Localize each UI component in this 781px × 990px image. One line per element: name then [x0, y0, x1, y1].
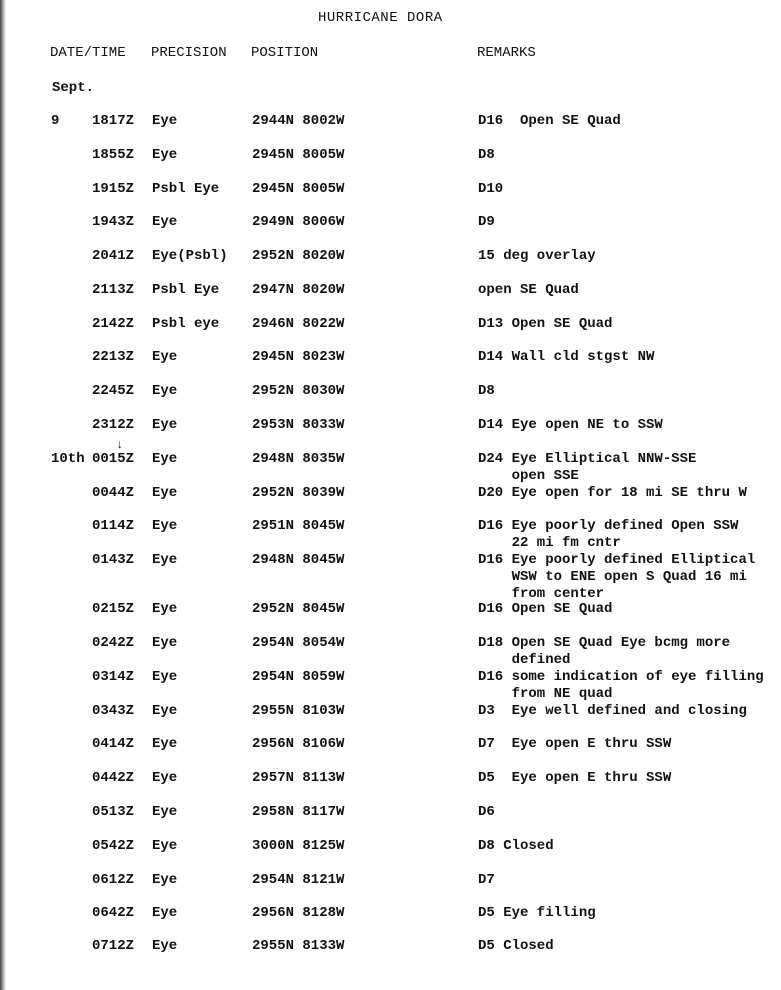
- row-day: 10th: [51, 451, 85, 467]
- row-precision: Psbl eye: [152, 316, 220, 332]
- row-remarks: [478, 838, 554, 855]
- row-position: 2956N 8106W: [252, 736, 345, 752]
- row-precision: Eye: [152, 383, 178, 399]
- row-remarks: [478, 770, 671, 787]
- row-position: 2946N 8022W: [252, 316, 345, 332]
- remarks-line: D7 Eye open E thru SSW: [478, 736, 672, 752]
- row-time: 1817Z: [92, 113, 135, 129]
- handwritten-mark: ↓: [116, 438, 124, 452]
- row-time: 0343Z: [92, 703, 135, 719]
- row-time: 0044Z: [92, 485, 135, 501]
- row-time: 1915Z: [92, 181, 135, 197]
- row-remarks: [478, 601, 612, 618]
- row-position: 3000N 8125W: [252, 838, 345, 854]
- remarks-line: WSW to ENE open S Quad 16 mi: [478, 569, 747, 585]
- row-remarks: [478, 113, 621, 130]
- row-position: 2952N 8039W: [252, 485, 345, 501]
- remarks-line: D24 Eye Elliptical NNW-SSE: [478, 451, 697, 467]
- row-position: 2948N 8045W: [252, 552, 345, 568]
- row-precision: Eye: [152, 147, 178, 163]
- row-precision: Eye: [152, 635, 178, 651]
- row-time: 0414Z: [92, 736, 135, 752]
- row-time: 0215Z: [92, 601, 135, 617]
- row-precision: Eye(Psbl): [152, 248, 228, 264]
- row-precision: Eye: [152, 601, 178, 617]
- row-remarks: [478, 872, 495, 889]
- row-remarks: [478, 383, 495, 400]
- row-time: 0513Z: [92, 804, 135, 820]
- row-remarks: [478, 181, 503, 198]
- row-time: 1943Z: [92, 214, 135, 230]
- remarks-line: 15 deg overlay: [478, 248, 596, 264]
- row-time: 0242Z: [92, 635, 135, 651]
- row-remarks: [478, 669, 764, 703]
- remarks-line: D5 Eye filling: [478, 905, 596, 921]
- row-precision: Eye: [152, 417, 178, 433]
- remarks-line: D20 Eye open for 18 mi SE thru W: [478, 485, 747, 501]
- row-remarks: [478, 552, 755, 603]
- row-precision: Eye: [152, 518, 178, 534]
- row-position: 2953N 8033W: [252, 417, 345, 433]
- remarks-line: D9: [478, 214, 495, 230]
- remarks-line: D16 Open SE Quad: [478, 601, 613, 617]
- remarks-line: open SSE: [478, 468, 579, 484]
- row-time: 0143Z: [92, 552, 135, 568]
- row-time: 2142Z: [92, 316, 135, 332]
- row-precision: Eye: [152, 214, 178, 230]
- remarks-line: open SE Quad: [478, 282, 579, 298]
- row-remarks: [478, 417, 663, 434]
- row-position: 2955N 8133W: [252, 938, 345, 954]
- row-remarks: [478, 938, 554, 955]
- remarks-line: D8 Closed: [478, 838, 554, 854]
- header-remarks: REMARKS: [477, 45, 536, 61]
- remarks-line: D18 Open SE Quad Eye bcmg more: [478, 635, 731, 651]
- row-remarks: [478, 316, 612, 333]
- remarks-line: D6: [478, 804, 495, 820]
- remarks-line: D16 Eye poorly defined Elliptical: [478, 552, 756, 568]
- row-position: 2945N 8005W: [252, 181, 345, 197]
- remarks-line: from NE quad: [478, 686, 613, 702]
- row-precision: Eye: [152, 451, 178, 467]
- row-position: 2954N 8054W: [252, 635, 345, 651]
- row-position: 2944N 8002W: [252, 113, 345, 129]
- row-precision: Eye: [152, 669, 178, 685]
- row-precision: Eye: [152, 804, 178, 820]
- row-time: 0642Z: [92, 905, 135, 921]
- month-label: Sept.: [52, 80, 95, 96]
- remarks-line: from center: [478, 586, 605, 602]
- row-position: 2951N 8045W: [252, 518, 345, 534]
- row-time: 0442Z: [92, 770, 135, 786]
- row-time: 0542Z: [92, 838, 135, 854]
- row-remarks: [478, 518, 738, 552]
- header-position: POSITION: [251, 45, 319, 61]
- remarks-line: 22 mi fm cntr: [478, 535, 621, 551]
- row-time: 2041Z: [92, 248, 135, 264]
- remarks-line: D10: [478, 181, 504, 197]
- row-time: 2113Z: [92, 282, 135, 298]
- row-position: 2952N 8045W: [252, 601, 345, 617]
- row-precision: Eye: [152, 113, 178, 129]
- row-time: 0612Z: [92, 872, 135, 888]
- row-remarks: [478, 349, 654, 366]
- row-time: 2245Z: [92, 383, 135, 399]
- remarks-line: D7: [478, 872, 495, 888]
- remarks-line: D8: [478, 147, 495, 163]
- row-precision: Eye: [152, 838, 178, 854]
- row-position: 2945N 8023W: [252, 349, 345, 365]
- row-precision: Eye: [152, 736, 178, 752]
- row-time: 1855Z: [92, 147, 135, 163]
- row-position: 2955N 8103W: [252, 703, 345, 719]
- row-remarks: [478, 804, 495, 821]
- row-precision: Eye: [152, 485, 178, 501]
- remarks-line: D16 Open SE Quad: [478, 113, 621, 129]
- row-precision: Eye: [152, 872, 178, 888]
- row-remarks: [478, 282, 579, 299]
- remarks-line: D5 Closed: [478, 938, 554, 954]
- row-remarks: [478, 703, 747, 720]
- row-time: 0114Z: [92, 518, 135, 534]
- row-precision: Eye: [152, 938, 178, 954]
- row-position: 2945N 8005W: [252, 147, 345, 163]
- row-time: 0712Z: [92, 938, 135, 954]
- row-precision: Eye: [152, 770, 178, 786]
- row-time: 0015Z: [92, 451, 135, 467]
- row-precision: Eye: [152, 703, 178, 719]
- row-precision: Eye: [152, 349, 178, 365]
- remarks-line: D14 Eye open NE to SSW: [478, 417, 663, 433]
- row-position: 2954N 8121W: [252, 872, 345, 888]
- row-precision: Psbl Eye: [152, 181, 220, 197]
- row-precision: Eye: [152, 905, 178, 921]
- row-remarks: [478, 147, 495, 164]
- row-time: 2312Z: [92, 417, 135, 433]
- remarks-line: D16 some indication of eye filling: [478, 669, 764, 685]
- row-position: 2948N 8035W: [252, 451, 345, 467]
- remarks-line: D13 Open SE Quad: [478, 316, 613, 332]
- row-precision: Eye: [152, 552, 178, 568]
- row-position: 2954N 8059W: [252, 669, 345, 685]
- row-position: 2958N 8117W: [252, 804, 345, 820]
- row-position: 2952N 8020W: [252, 248, 345, 264]
- row-precision: Psbl Eye: [152, 282, 220, 298]
- remarks-line: D14 Wall cld stgst NW: [478, 349, 655, 365]
- remarks-line: defined: [478, 652, 571, 668]
- row-remarks: [478, 635, 730, 669]
- remarks-line: D5 Eye open E thru SSW: [478, 770, 672, 786]
- row-position: 2949N 8006W: [252, 214, 345, 230]
- row-time: 2213Z: [92, 349, 135, 365]
- remarks-line: D3 Eye well defined and closing: [478, 703, 747, 719]
- header-datetime: DATE/TIME: [50, 45, 126, 61]
- scan-edge: [0, 0, 6, 990]
- remarks-line: D16 Eye poorly defined Open SSW: [478, 518, 739, 534]
- page-title: HURRICANE DORA: [318, 10, 443, 26]
- row-position: 2956N 8128W: [252, 905, 345, 921]
- row-position: 2957N 8113W: [252, 770, 345, 786]
- row-day: 9: [51, 113, 60, 129]
- row-time: 0314Z: [92, 669, 135, 685]
- header-precision: PRECISION: [151, 45, 227, 61]
- row-remarks: [478, 248, 596, 265]
- row-remarks: [478, 485, 747, 502]
- row-position: 2947N 8020W: [252, 282, 345, 298]
- remarks-line: D8: [478, 383, 495, 399]
- row-remarks: [478, 214, 495, 231]
- row-remarks: [478, 736, 671, 753]
- row-remarks: [478, 451, 696, 485]
- row-remarks: [478, 905, 596, 922]
- row-position: 2952N 8030W: [252, 383, 345, 399]
